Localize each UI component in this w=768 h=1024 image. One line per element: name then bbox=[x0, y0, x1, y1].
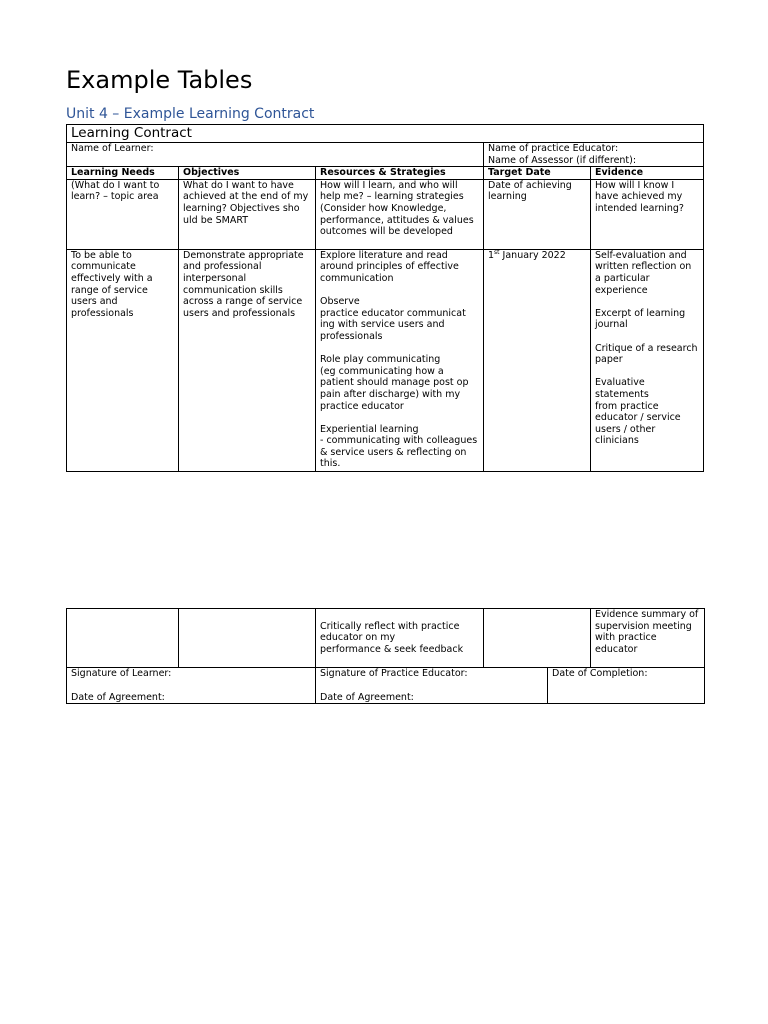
example-objective: Demonstrate appropriate and professional interpersonal communication skills across a range of service users and professionals bbox=[179, 249, 316, 471]
page-title: Example Tables bbox=[66, 66, 253, 94]
name-of-educator-label: Name of practice Educator: bbox=[488, 143, 619, 154]
guidance-resources: How will I learn, and who will help me? – learning strategies (Consider how Knowledge, performance, attitudes & values outcomes will be developed bbox=[316, 179, 484, 249]
continuation-table bbox=[66, 608, 705, 704]
continuation-empty-objective bbox=[179, 609, 316, 668]
guidance-learning-needs: (What do I want to learn? – topic area bbox=[67, 179, 179, 249]
header-resources-strategies: Resources & Strategies bbox=[316, 167, 484, 180]
example-target-date bbox=[484, 249, 591, 471]
header-row bbox=[67, 167, 704, 180]
header-learning-needs: Learning Needs bbox=[67, 167, 179, 180]
date-day: 1 bbox=[488, 249, 495, 261]
signature-of-educator-label: Signature of Practice Educator: bbox=[320, 668, 468, 679]
educator-signature-cell bbox=[316, 668, 548, 704]
name-of-assessor-label: Name of Assessor (if different): bbox=[488, 154, 637, 166]
educator-date-of-agreement-label: Date of Agreement: bbox=[320, 691, 414, 703]
header-target-date: Target Date bbox=[484, 167, 591, 180]
guidance-objectives: What do I want to have achieved at the end of my learning? Objectives sho uld be SMART bbox=[179, 179, 316, 249]
example-learning-need: To be able to communicate effectively with a range of service users and professionals bbox=[67, 249, 179, 471]
learner-date-of-agreement-label: Date of Agreement: bbox=[71, 691, 165, 703]
name-of-learner-cell: Name of Learner: bbox=[67, 143, 484, 167]
signature-of-learner-label: Signature of Learner: bbox=[71, 668, 172, 679]
continuation-empty-date bbox=[484, 609, 591, 668]
header-objectives: Objectives bbox=[179, 167, 316, 180]
guidance-target-date: Date of achieving learning bbox=[484, 179, 591, 249]
example-resources: Explore literature and read around principles of effective communication Observe practice educator communicat ing with service users and professionals Role play communicating (eg communicating how a patient should manage post op pain after discharge) with my practice educator Experiential learning - communicating with colleagues & service users & reflecting on this. bbox=[316, 249, 484, 471]
example-evidence: Self-evaluation and written reflection on a particular experience Excerpt of learning journal Critique of a research paper Evaluative statements from practice educator / service users / other clinicians bbox=[591, 249, 704, 471]
continuation-evidence: Evidence summary of supervision meeting with practice educator bbox=[591, 609, 705, 668]
date-suffix: st bbox=[494, 249, 500, 256]
learner-signature-cell bbox=[67, 668, 316, 704]
date-of-completion-cell: Date of Completion: bbox=[548, 668, 705, 704]
names-row bbox=[67, 143, 704, 167]
signature-row bbox=[67, 668, 705, 704]
continuation-empty-need bbox=[67, 609, 179, 668]
continuation-resources: Critically reflect with practice educator on my performance & seek feedback bbox=[316, 609, 484, 668]
continuation-row bbox=[67, 609, 705, 668]
caption-row bbox=[67, 125, 704, 143]
guidance-row bbox=[67, 179, 704, 249]
educator-assessor-cell bbox=[484, 143, 704, 167]
table-caption: Learning Contract bbox=[67, 125, 704, 143]
section-subtitle: Unit 4 – Example Learning Contract bbox=[66, 106, 315, 122]
learning-contract-table bbox=[66, 124, 704, 472]
date-rest: January 2022 bbox=[499, 249, 566, 261]
example-row bbox=[67, 249, 704, 471]
guidance-evidence: How will I know I have achieved my intended learning? bbox=[591, 179, 704, 249]
header-evidence: Evidence bbox=[591, 167, 704, 180]
